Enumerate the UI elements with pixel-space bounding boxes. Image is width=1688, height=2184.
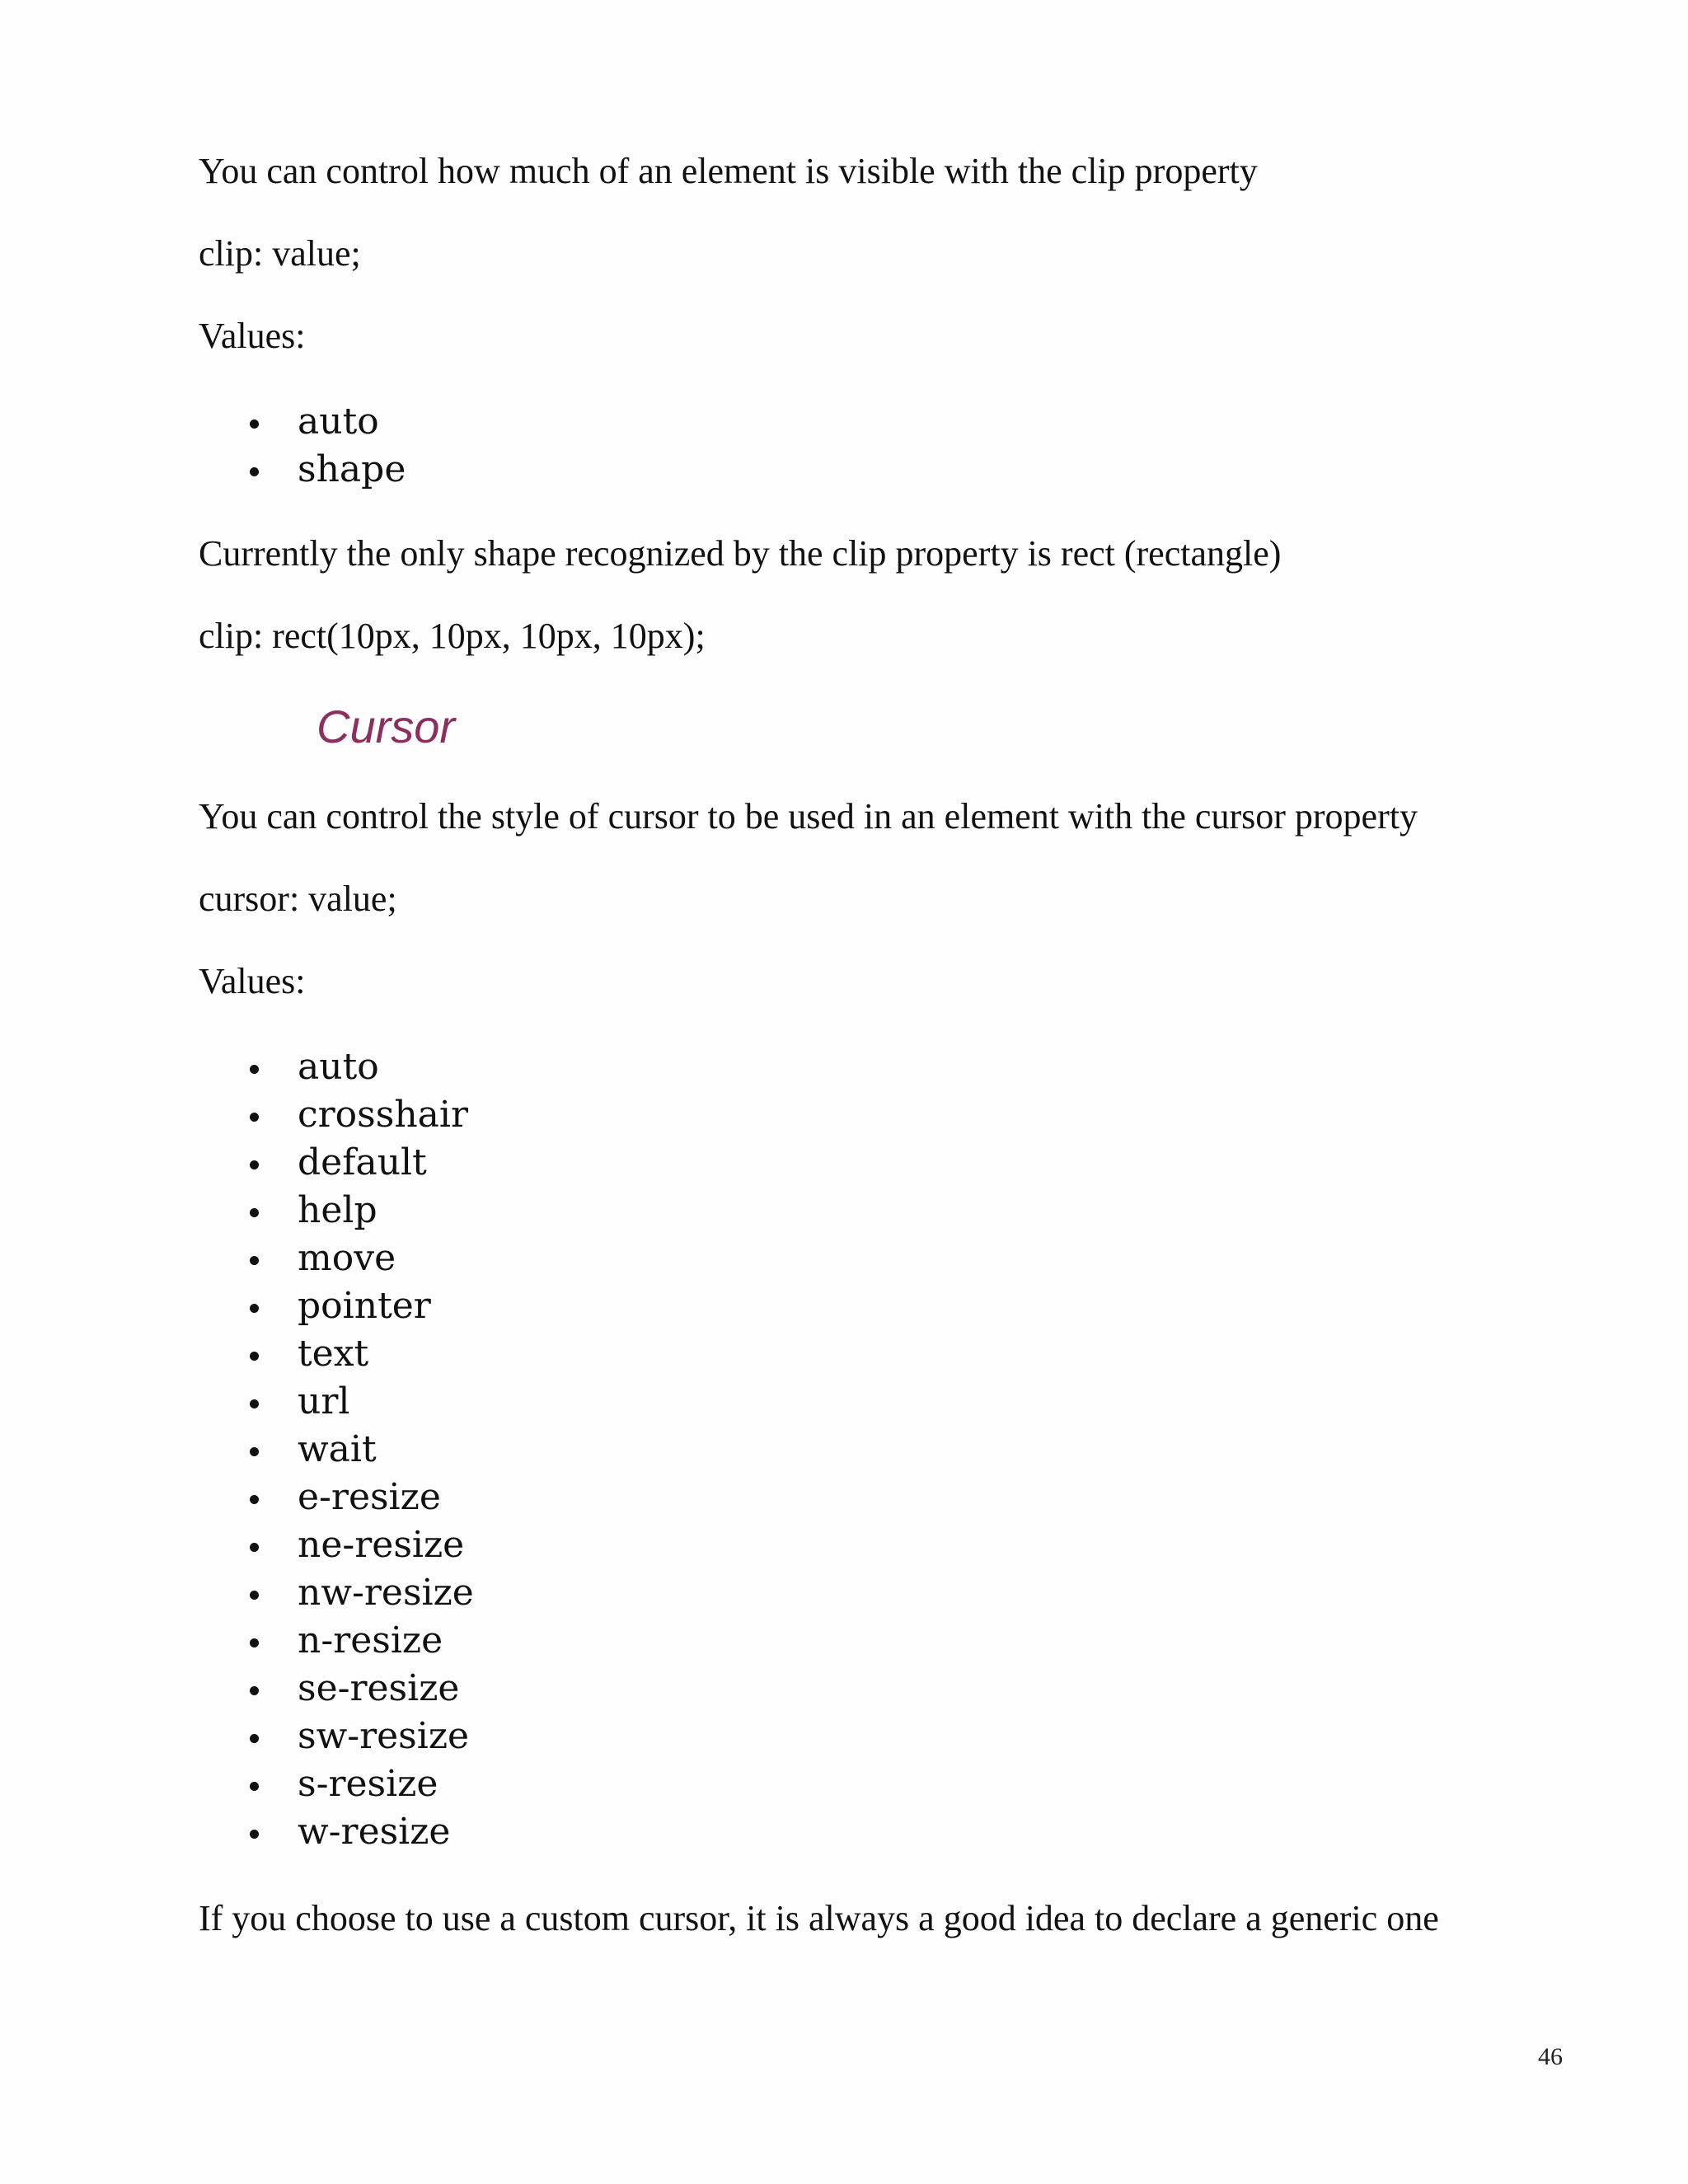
list-item-label: default <box>298 1141 427 1183</box>
bullet-icon <box>250 1734 259 1743</box>
list-item-label: auto <box>298 1046 379 1088</box>
cursor-values-label: Values: <box>199 961 306 1001</box>
cursor-syntax-line: cursor: value; <box>199 879 397 919</box>
clip-example-line: clip: rect(10px, 10px, 10px, 10px); <box>199 616 706 656</box>
list-item-label: ne-resize <box>298 1524 465 1566</box>
bullet-icon <box>250 1256 259 1265</box>
list-item-label: n-resize <box>298 1619 443 1661</box>
bullet-icon <box>250 467 259 476</box>
bullet-icon <box>250 419 259 429</box>
bullet-icon <box>250 1113 259 1122</box>
bullet-icon <box>250 1686 259 1695</box>
cursor-heading: Cursor <box>316 701 456 752</box>
list-item-label: sw-resize <box>298 1715 470 1757</box>
bullet-icon <box>250 1160 259 1169</box>
list-item-label: help <box>298 1189 377 1231</box>
cursor-intro-paragraph: You can control the style of cursor to be used in an element with the cursor property <box>199 796 1418 837</box>
bullet-icon <box>250 1591 259 1600</box>
page-number: 46 <box>1538 2043 1563 2070</box>
bullet-icon <box>250 1782 259 1791</box>
list-item-label: pointer <box>298 1285 431 1327</box>
list-item-label: auto <box>298 401 379 443</box>
bullet-icon <box>250 1495 259 1504</box>
list-item-label: se-resize <box>298 1667 460 1709</box>
clip-syntax-line: clip: value; <box>199 233 361 274</box>
bullet-icon <box>250 1065 259 1074</box>
clip-intro-paragraph: You can control how much of an element is visible with the clip property <box>199 151 1258 191</box>
bullet-icon <box>250 1399 259 1408</box>
bullet-icon <box>250 1543 259 1552</box>
bullet-icon <box>250 1304 259 1313</box>
clip-shape-note: Currently the only shape recognized by the clip property is rect (rectangle) <box>199 533 1282 574</box>
list-item-label: wait <box>298 1428 377 1470</box>
list-item-label: s-resize <box>298 1763 438 1805</box>
bullet-icon <box>250 1208 259 1217</box>
clip-values-label: Values: <box>199 316 306 356</box>
bullet-icon <box>250 1352 259 1361</box>
bullet-icon <box>250 1447 259 1456</box>
list-item-label: crosshair <box>298 1094 469 1136</box>
bullet-icon <box>250 1830 259 1839</box>
list-item-label: nw-resize <box>298 1572 474 1614</box>
list-item-label: w-resize <box>298 1811 451 1853</box>
list-item-label: url <box>298 1380 350 1422</box>
list-item-label: move <box>298 1237 396 1279</box>
list-item-label: e-resize <box>298 1476 441 1518</box>
cursor-closing-paragraph: If you choose to use a custom cursor, it is always a good idea to declare a generic one <box>199 1898 1439 1938</box>
list-item-label: text <box>298 1333 369 1375</box>
bullet-icon <box>250 1638 259 1647</box>
list-item-label: shape <box>298 448 406 490</box>
